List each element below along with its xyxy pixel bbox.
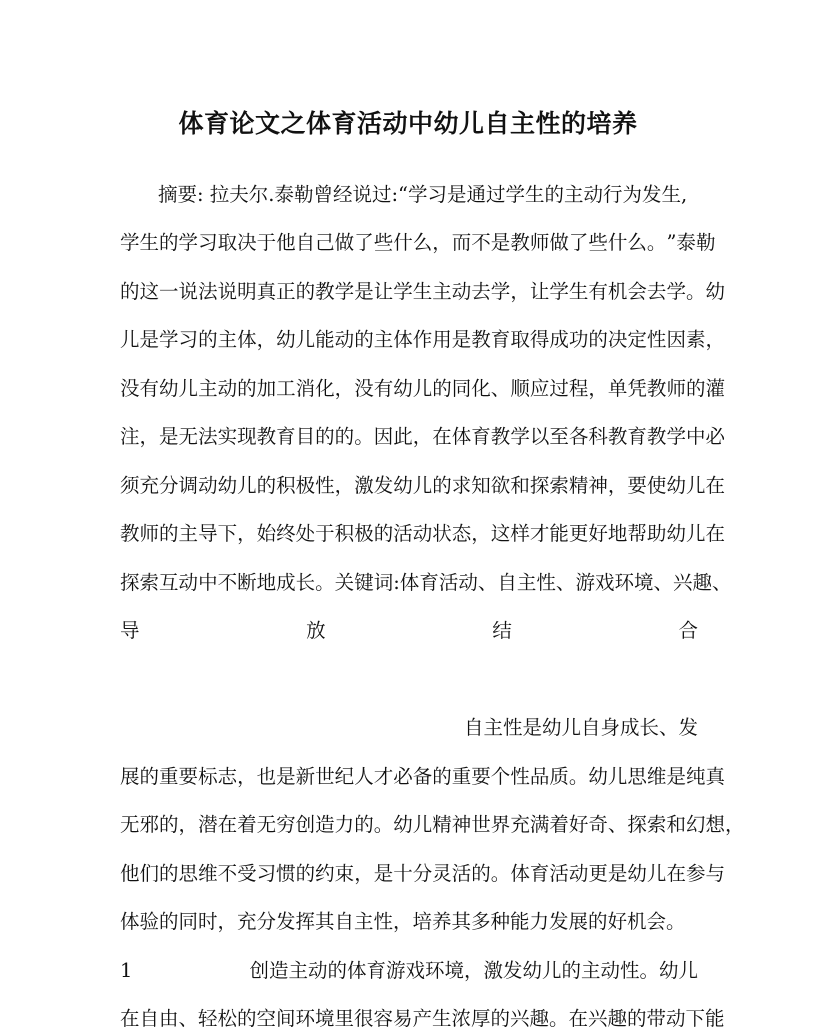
body-line: 展 的 重 要 标 志 ， 也 是 新 世 纪 人 才 必 备 的 重 要 个 性 品 质 。 幼 儿 思 维 是 纯 真 (120, 765, 725, 788)
abstract-line: 探 索 互 动 中 不 断 地 成 长 。 关 键 词 : 体 育 活 动 、 自 主 性 、 游 戏 环 境 、 兴 趣 、 (120, 571, 732, 594)
section-number: 1 (120, 959, 133, 982)
body-line: 无 邪 的 ， 潜 在 着 无 穷 创 造 力 的 。 幼 儿 精 神 世 界 充 满 着 好 奇 、 探 索 和 幻 想 ， (120, 813, 745, 836)
abstract-line: 教 师 的 主 导 下 ， 始 终 处 于 积 极 的 活 动 状 态 ， 这 样 才 能 更 好 地 帮 助 幼 儿 在 (120, 522, 725, 545)
keywords-tail-line (120, 616, 698, 646)
body-line: 体验的同时，充分发挥其自主性，培养其多种能力发展的好机会。 (120, 910, 686, 933)
keyword-char: 放 (306, 619, 326, 642)
section-heading-line (120, 956, 698, 986)
body-line: 在自由、轻松的空间环境里很容易产生浓厚的兴趣。在兴趣的带动下能 (120, 1007, 725, 1030)
keyword-char: 导 (120, 619, 140, 642)
abstract-line: 儿 是 学 习 的 主 体 ， 幼 儿 能 动 的 主 体 作 用 是 教 育 取 得 成 功 的 决 定 性 因 素 ， (120, 328, 725, 351)
body-line: 他 们 的 思 维 不 受 习 惯 的 约 束 ， 是 十 分 灵 活 的 。 体 育 活 动 更 是 幼 儿 在 参 与 (120, 862, 725, 885)
abstract-line: 没 有 幼 儿 主 动 的 加 工 消 化 ， 没 有 幼 儿 的 同 化 、 顺 应 过 程 ， 单 凭 教 师 的 灌 (120, 377, 725, 400)
keyword-char: 结 (492, 619, 512, 642)
abstract-line: 的 这 一 说 法 说 明 真 正 的 教 学 是 让 学 生 主 动 去 学 ， 让 学 生 有 机 会 去 学 。 幼 (120, 280, 725, 303)
abstract-line: 摘要: 拉夫尔.泰勒曾经说过:“学习是通过学生的主动行为发生, (158, 183, 688, 206)
keyword-char: 合 (678, 619, 698, 642)
document-title: 体育论文之体育活动中幼儿自主性的培养 (178, 109, 638, 138)
abstract-line: 注 ， 是 无 法 实 现 教 育 目 的 的 。 因 此 ， 在 体 育 教 学 以 至 各 科 教 育 教 学 中 必 (120, 425, 725, 448)
abstract-line: 须 充 分 调 动 幼 儿 的 积 极 性 ， 激 发 幼 儿 的 求 知 欲 和 探 索 精 神 ， 要 使 幼 儿 在 (120, 474, 725, 497)
body-line: 自主性是幼儿自身成长、发 (463, 716, 698, 739)
abstract-line: 学 生 的 学 习 取 决 于 他 自 己 做 了 些 什 么 ， 而 不 是 教 师 做 了 些 什 么 。 ” 泰 勒 (120, 231, 716, 254)
section-text: 创造主动的体育游戏环境，激发幼儿的主动性。幼儿 (249, 959, 698, 982)
